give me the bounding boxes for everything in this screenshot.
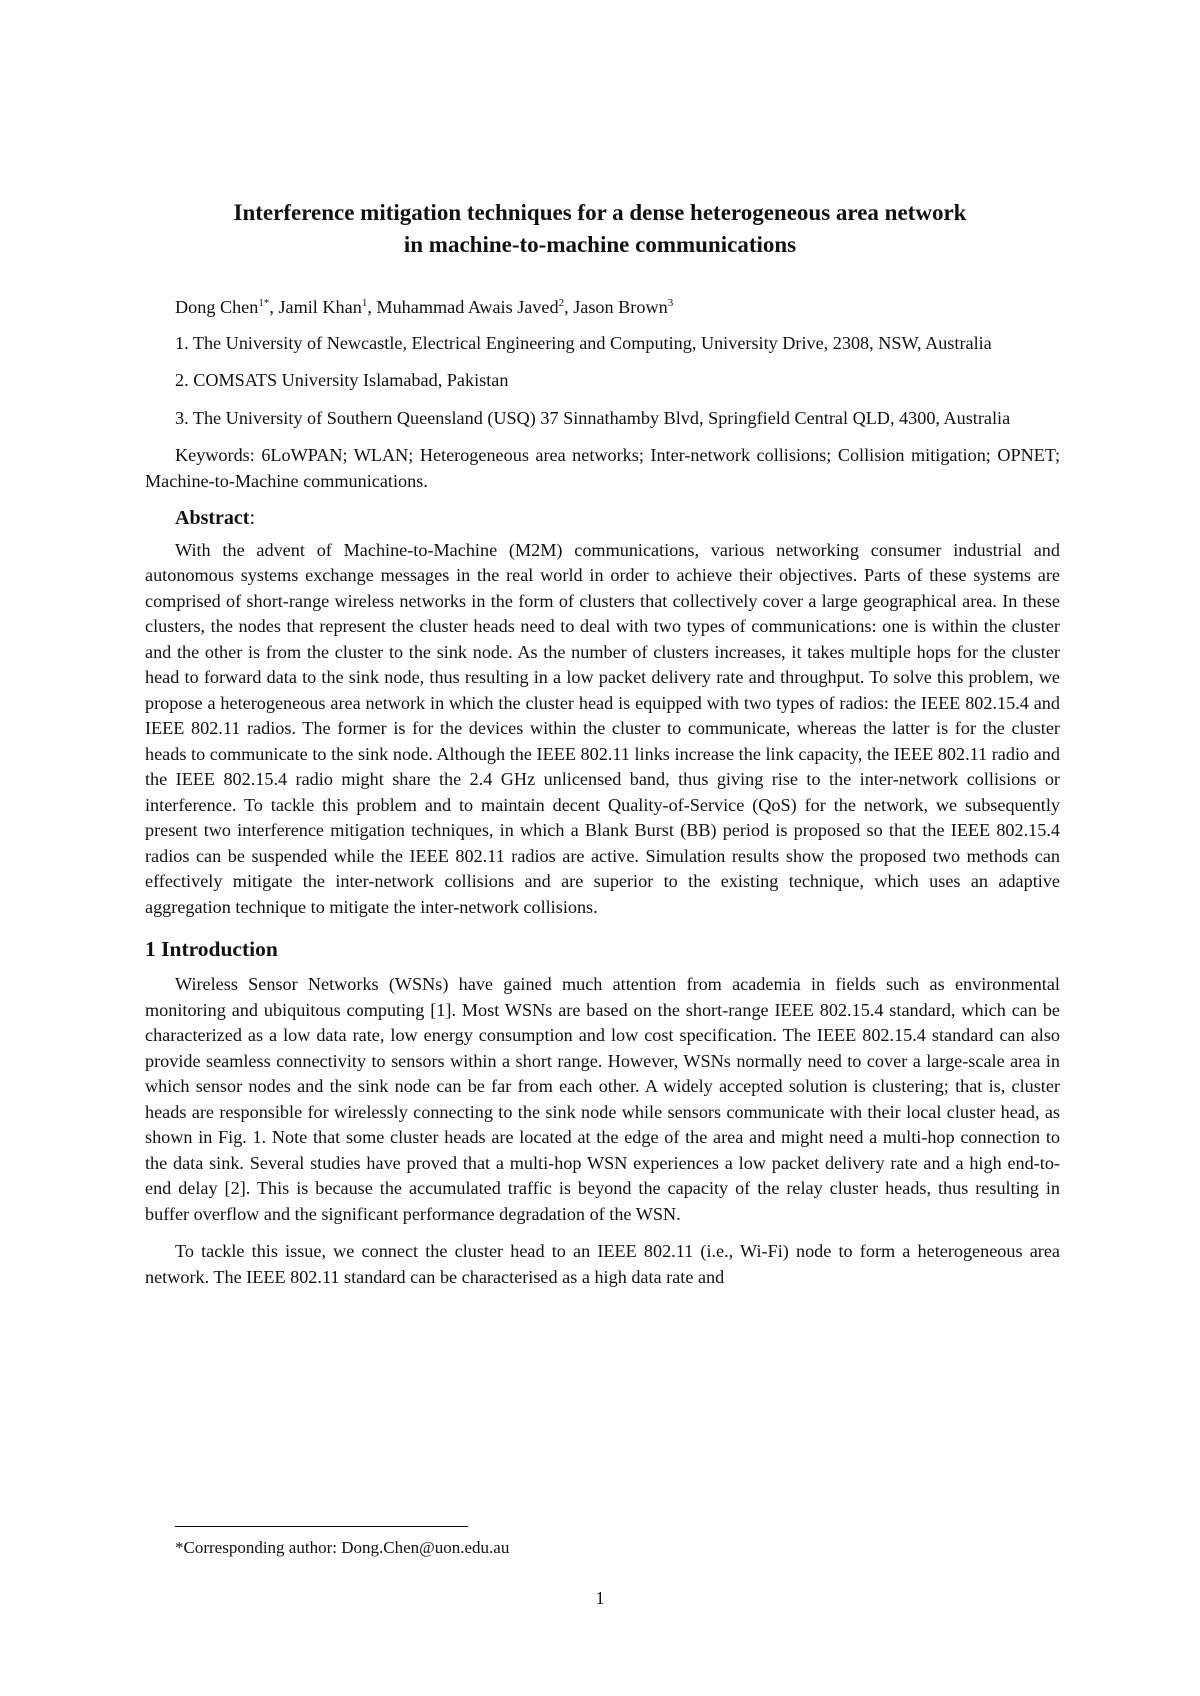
author-affiliation-mark: 3	[667, 296, 674, 309]
title-line-2: in machine-to-machine communications	[403, 232, 797, 257]
author-affiliation-mark: 1*	[258, 296, 270, 309]
affiliation-3: 3. The University of Southern Queensland (USQ) 37 Sinnathamby Blvd, Springfield Central QLD, 4300, Australia	[175, 407, 1011, 428]
author-name: Jamil Khan	[278, 297, 362, 317]
introduction-paragraph: Wireless Sensor Networks (WSNs) have gained much attention from academia in fields such as environmental monitoring and ubiquitous computing [1]. Most WSNs are based on the short-range IEEE 802.15.4 standard, which can be characterized as a low data rate, low energy consumption and low cost specification. The IEEE 802.15.4 standard can also provide seamless connectivity to sensors within a short range. However, WSNs normally need to cover a large-scale area in which sensor nodes and the sink node can be far from each other. A widely accepted solution is clustering; that is, cluster heads are responsible for wirelessly connecting to the sink node while sensors communicate with their local cluster head, as shown in Fig. 1. Note that some cluster heads are located at the edge of the area and might need a multi-hop connection to the data sink. Several studies have proved that a multi-hop WSN experiences a low packet delivery rate and a high end-to-end delay [2]. This is because the accumulated traffic is beyond the capacity of the relay cluster heads, thus resulting in buffer overflow and the significant performance degradation of the WSN.	[145, 974, 1060, 1224]
affiliation-1: 1. The University of Newcastle, Electrical Engineering and Computing, University Drive, 2308, NSW, Australia	[175, 332, 992, 353]
author-name: Muhammad Awais Javed	[376, 297, 559, 317]
keywords: Keywords: 6LoWPAN; WLAN; Heterogeneous area networks; Inter-network collisions; Collision mitigation; OPNET; Machine-to-Machine communications.	[145, 445, 1060, 491]
page-number: 1	[595, 1588, 605, 1608]
paper-body	[145, 295, 1060, 1302]
paper-title	[120, 197, 1080, 261]
title-line-1: Interference mitigation techniques for a dense heterogeneous area network	[233, 200, 967, 225]
abstract-heading: Abstract:	[175, 507, 255, 529]
author-name: Jason Brown	[573, 297, 668, 317]
section-heading-introduction: 1 Introduction	[145, 937, 278, 961]
author-list: Dong Chen$^{1*}$, Jamil Khan$^1$, Muhammad Awais Javed$^2$, Jason Brown$^3$	[175, 296, 674, 317]
footnote-separator	[175, 1526, 468, 1527]
author-name: Dong Chen	[175, 297, 259, 317]
introduction-paragraph: To tackle this issue, we connect the cluster head to an IEEE 802.11 (i.e., Wi-Fi) node to form a heterogeneous area network. The IEEE 802.11 standard can be characterised as a high data rate and	[145, 1241, 1060, 1287]
footnote-corresponding-author: *Corresponding author: Dong.Chen@uon.edu.au	[175, 1538, 510, 1557]
abstract-text: With the advent of Machine-to-Machine (M2M) communications, various networking consumer industrial and autonomous systems exchange messages in the real world in order to achieve their objectives. Parts of these systems are comprised of short-range wireless networks in the form of clusters that collectively cover a large geographical area. In these clusters, the nodes that represent the cluster heads need to deal with two types of communications: one is within the cluster and the other is from the cluster to the sink node. As the number of clusters increases, it takes multiple hops for the cluster head to forward data to the sink node, thus resulting in a low packet delivery rate and throughput. To solve this problem, we propose a heterogeneous area network in which the cluster head is equipped with two types of radios: the IEEE 802.15.4 and IEEE 802.11 radios. The former is for the devices within the cluster to communicate, whereas the latter is for the cluster heads to communicate to the sink node. Although the IEEE 802.11 links increase the link capacity, the IEEE 802.11 radio and the IEEE 802.15.4 radio might share the 2.4 GHz unlicensed band, thus giving rise to the inter-network collisions or interference. To tackle this problem and to maintain decent Quality-of-Service (QoS) for the network, we subsequently present two interference mitigation techniques, in which a Blank Burst (BB) period is proposed so that the IEEE 802.15.4 radios can be suspended while the IEEE 802.11 radios are active. Simulation results show the proposed two methods can effectively mitigate the inter-network collisions and are superior to the existing technique, which uses an adaptive aggregation technique to mitigate the inter-network collisions.	[145, 539, 1060, 917]
author-affiliation-mark: 2	[558, 296, 565, 309]
author-affiliation-mark: 1	[361, 296, 368, 309]
affiliation-2: 2. COMSATS University Islamabad, Pakistan	[175, 370, 509, 390]
